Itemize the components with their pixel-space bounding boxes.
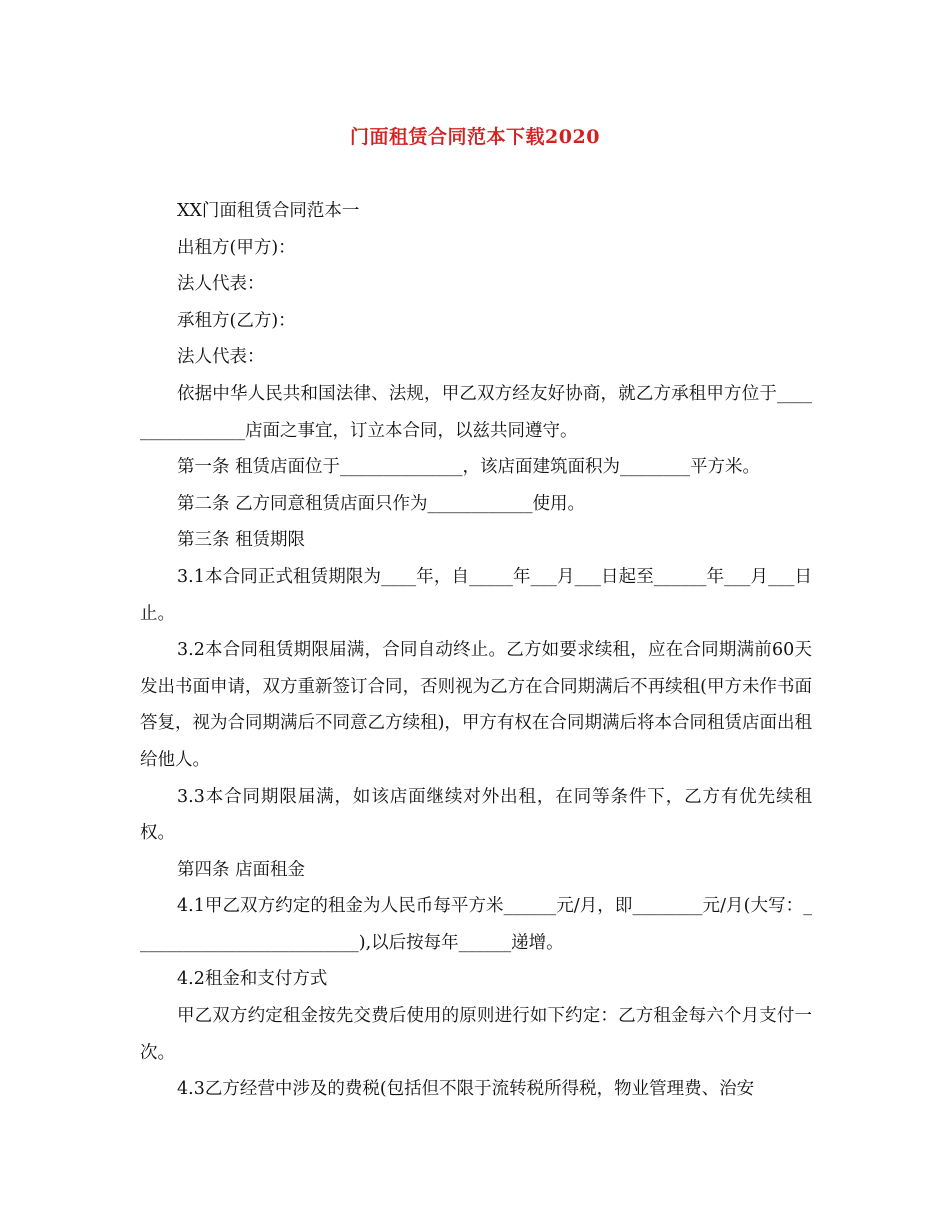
clause-4-3-paragraph: 4.3乙方经营中涉及的费税(包括但不限于流转税所得税，物业管理费、治安 [177,1079,755,1100]
lessor-line: 出租方(甲方)： [177,237,296,258]
clause-4-1-paragraph: 4.1甲乙双方约定的租金为人民币每平方米______元/月，即________元/月(大写：__________________________),以后按每年______递增。 [140,896,812,953]
clause-3-1-paragraph: 3.1本合同正式租赁期限为____年，自_____年___月___日起至______年___月___日止。 [140,566,812,624]
article-2-paragraph: 第二条 乙方同意租赁店面只作为____________使用。 [177,493,586,514]
article-4-heading: 第四条 店面租金 [177,859,306,880]
lessee-representative-line: 法人代表： [177,347,265,368]
payment-terms-paragraph: 甲乙双方约定租金按先交费后使用的原则进行如下约定：乙方租金每六个月支付一次。 [140,1006,812,1063]
clause-3-2-paragraph: 3.2本合同租赁期限届满，合同自动终止。乙方如要求续租，应在合同期满前60天发出书面申请，双方重新签订合同，否则视为乙方在合同期满后不再续租(甲方未作书面答复，视为合同期满后不同意乙方续租)，甲方有权在合同期满后将本合同租赁店面出租给他人。 [140,640,812,770]
document-title: 门面租赁合同范本下载2020 [350,126,600,148]
preamble-paragraph: 依据中华人民共和国法律、法规，甲乙双方经友好协商，就乙方承租甲方位于________________店面之事宜，订立本合同，以兹共同遵守。 [140,383,812,441]
lessee-line: 承租方(乙方)： [177,310,296,331]
lessor-representative-line: 法人代表： [177,274,265,295]
clause-3-3-paragraph: 3.3本合同期限届满，如该店面继续对外出租，在同等条件下，乙方有优先续租权。 [140,786,812,844]
article-1-paragraph: 第一条 租赁店面位于______________，该店面建筑面积为________平方米。 [177,457,761,478]
clause-4-2-heading: 4.2租金和支付方式 [177,969,328,990]
section-heading: XX门面租赁合同范本一 [177,201,360,221]
document-body [140,193,812,1108]
article-3-heading: 第三条 租赁期限 [177,530,306,551]
